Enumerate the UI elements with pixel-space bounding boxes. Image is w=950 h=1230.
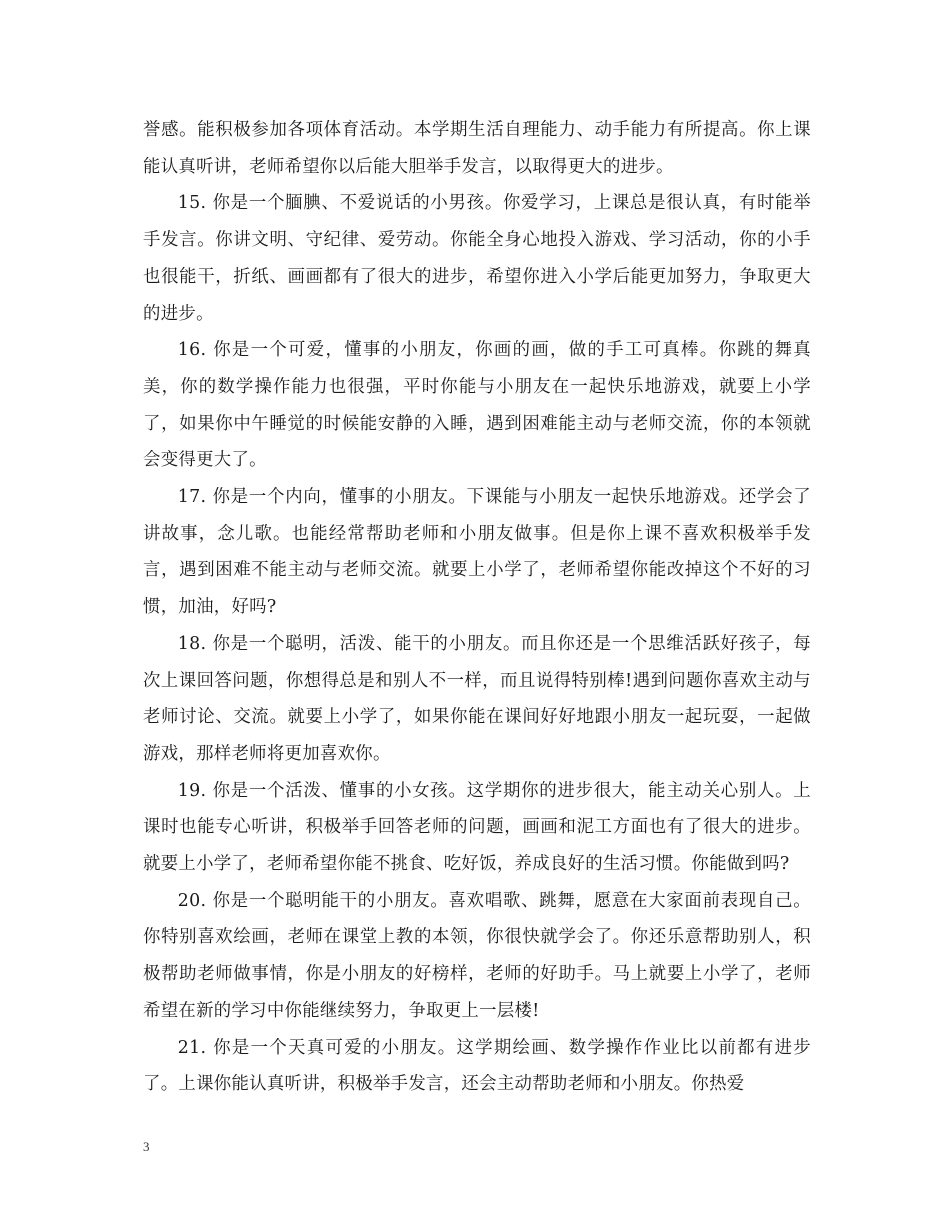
paragraph-comment-16: 16. 你是一个可爱，懂事的小朋友，你画的画，做的手工可真棒。你跳的舞真美，你的数学操作能力也很强，平时你能与小朋友在一起快乐地游戏，就要上小学了，如果你中午睡觉的时候能安静的入睡，遇到困难能主动与老师交流，你的本领就会变得更大了。: [143, 340, 811, 471]
body-text: [143, 112, 811, 1103]
paragraph-comment-15: 15. 你是一个腼腆、不爱说话的小男孩。你爱学习，上课总是很认真，有时能举手发言。你讲文明、守纪律、爱劳动。你能全身心地投入游戏、学习活动，你的小手也很能干，折纸、画画都有了很大的进步，希望你进入小学后能更加努力，争取更大的进步。: [143, 193, 811, 324]
paragraph-comment-17: 17. 你是一个内向，懂事的小朋友。下课能与小朋友一起快乐地游戏。还学会了讲故事，念儿歌。也能经常帮助老师和小朋友做事。但是你上课不喜欢积极举手发言，遇到困难不能主动与老师交流。就要上小学了，老师希望你能改掉这个不好的习惯，加油，好吗?: [143, 487, 811, 618]
paragraph-comment-21: 21. 你是一个天真可爱的小朋友。这学期绘画、数学操作作业比以前都有进步了。上课你能认真听讲，积极举手发言，还会主动帮助老师和小朋友。你热爱: [143, 1037, 811, 1095]
page-number: 3: [143, 1139, 150, 1154]
paragraph-continuation: 誉感。能积极参加各项体育活动。本学期生活自理能力、动手能力有所提高。你上课能认真听讲，老师希望你以后能大胆举手发言，以取得更大的进步。: [143, 120, 811, 177]
paragraph-comment-18: 18. 你是一个聪明，活泼、能干的小朋友。而且你还是一个思维活跃好孩子，每次上课回答问题，你想得总是和别人不一样，而且说得特别棒!遇到问题你喜欢主动与老师讨论、交流。就要上小学了，如果你能在课间好好地跟小朋友一起玩耍，一起做游戏，那样老师将更加喜欢你。: [143, 633, 811, 764]
paragraph-comment-19: 19. 你是一个活泼、懂事的小女孩。这学期你的进步很大，能主动关心别人。上课时也能专心听讲，积极举手回答老师的问题，画画和泥工方面也有了很大的进步。就要上小学了，老师希望你能不挑食、吃好饭，养成良好的生活习惯。你能做到吗?: [143, 780, 811, 875]
paragraph-comment-20: 20. 你是一个聪明能干的小朋友。喜欢唱歌、跳舞，愿意在大家面前表现自己。你特别喜欢绘画，老师在课堂上教的本领，你很快就学会了。你还乐意帮助别人，积极帮助老师做事情，你是小朋友的好榜样，老师的好助手。马上就要上小学了，老师希望在新的学习中你能继续努力，争取更上一层楼!: [143, 890, 811, 1021]
